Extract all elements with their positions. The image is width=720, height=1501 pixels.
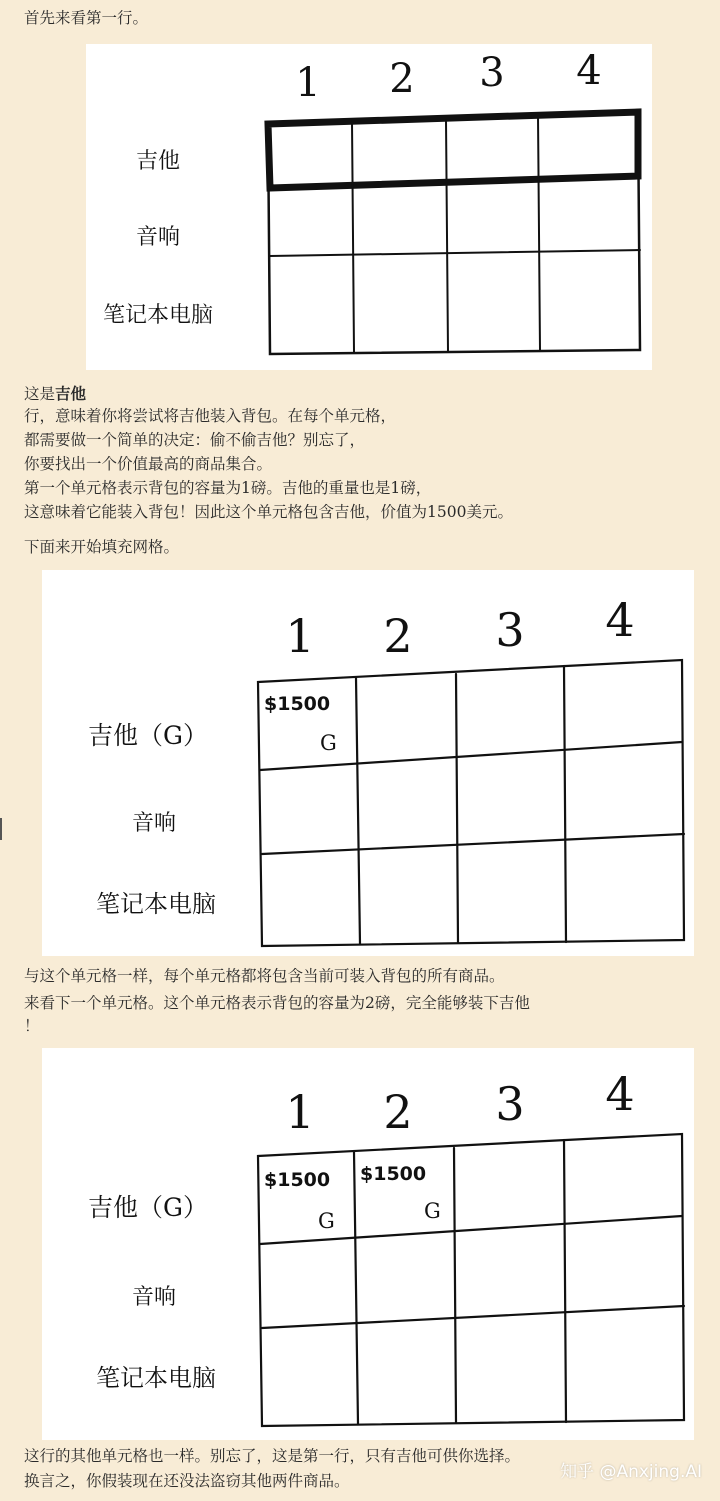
watermark: 知乎 @Anxjing.AI — [560, 1462, 702, 1482]
fig2-col-1: 1 — [285, 609, 315, 663]
para1-line2: 行，意味着你将尝试将吉他装入背包。在每个单元格， — [24, 407, 397, 425]
para3-line2: 来看下一个单元格。这个单元格表示背包的容量为2磅，完全能够装下吉他 — [24, 994, 530, 1012]
para1-line5: 第一个单元格表示背包的容量为1磅。吉他的重量也是1磅， — [24, 479, 432, 497]
para4-line2: 换言之，你假装现在还没法盗窃其他两件商品。 — [24, 1472, 350, 1490]
figure-3-grid — [42, 1048, 694, 1440]
edge-mark — [0, 818, 2, 840]
fig3-col-3: 3 — [495, 1077, 525, 1131]
intro-text: 首先来看第一行。 — [24, 9, 149, 27]
para1-line1-bold: 吉他 — [55, 384, 87, 403]
fig3-col-2: 2 — [383, 1085, 413, 1139]
figure-3-svg — [42, 1048, 694, 1440]
fig2-row-guitar: 吉他（G） — [88, 721, 208, 750]
para3-line1: 与这个单元格一样，每个单元格都将包含当前可装入背包的所有商品。 — [24, 967, 505, 985]
para1-line6: 这意味着它能装入背包！因此这个单元格包含吉他，价值为1500美元。 — [24, 503, 513, 521]
fig1-col-3: 3 — [479, 50, 505, 96]
fig1-row-laptop: 笔记本电脑 — [102, 303, 214, 328]
fig3-row-stereo: 音响 — [131, 1285, 177, 1310]
fig3-cell1-value: $1500 — [264, 1169, 331, 1191]
fig3-cell2-value: $1500 — [360, 1163, 427, 1185]
para1-line3: 都需要做一个简单的决定：偷不偷吉他？别忘了， — [24, 431, 366, 449]
fig3-col-4: 4 — [605, 1067, 635, 1121]
figure-2-svg — [42, 570, 694, 956]
fig2-cell-value: $1500 — [264, 693, 331, 715]
fig1-row-guitar: 吉他 — [135, 149, 181, 174]
para1-line1-prefix: 这是 — [24, 385, 56, 403]
fig2-cell-item: G — [320, 731, 337, 755]
para1-line4: 你要找出一个价值最高的商品集合。 — [24, 455, 273, 473]
fig3-cell1-item: G — [318, 1209, 335, 1233]
para3-line3: ！ — [24, 1017, 40, 1035]
fig3-cell2-item: G — [424, 1199, 441, 1223]
figure-1-grid — [86, 44, 652, 370]
para2-text: 下面来开始填充网格。 — [24, 538, 180, 556]
fig1-col-2: 2 — [389, 56, 415, 102]
fig2-col-4: 4 — [605, 593, 635, 647]
figure-1-svg — [86, 44, 652, 370]
figure-2-grid — [42, 570, 694, 956]
fig1-grid-lines — [268, 112, 640, 354]
fig1-col-4: 4 — [576, 48, 602, 94]
fig1-col-1: 1 — [295, 60, 321, 106]
para4-line1: 这行的其他单元格也一样。别忘了，这是第一行，只有吉他可供你选择。 — [24, 1447, 521, 1465]
fig3-row-guitar: 吉他（G） — [88, 1193, 208, 1222]
fig2-col-3: 3 — [495, 603, 525, 657]
fig3-row-laptop: 笔记本电脑 — [96, 1364, 216, 1392]
fig3-col-1: 1 — [285, 1085, 315, 1139]
fig2-row-stereo: 音响 — [131, 811, 177, 836]
fig2-col-2: 2 — [383, 609, 413, 663]
fig2-row-laptop: 笔记本电脑 — [96, 890, 216, 918]
fig1-row-stereo: 音响 — [135, 225, 181, 250]
para1-line1 — [24, 384, 86, 404]
